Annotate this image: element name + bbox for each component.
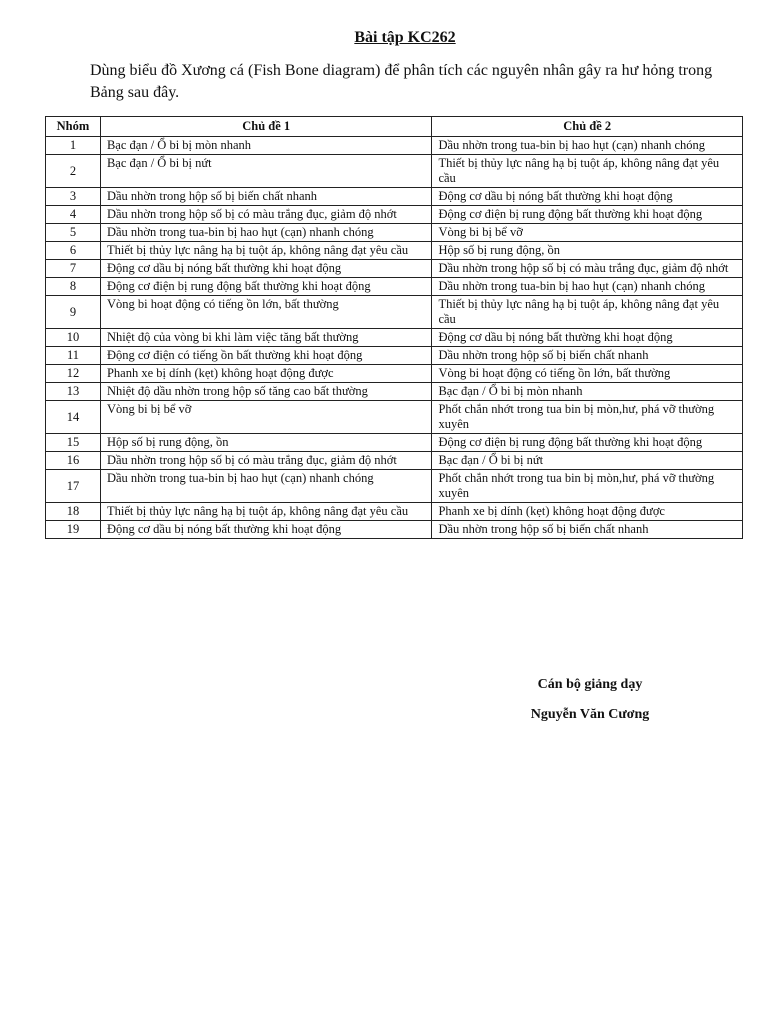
table-body <box>46 137 743 539</box>
table-row <box>46 278 743 296</box>
group-number-cell: 14 <box>46 401 101 434</box>
table-row <box>46 296 743 329</box>
table-row <box>46 242 743 260</box>
topic-2-cell: Dầu nhờn trong tua-bin bị hao hụt (cạn) nhanh chóng <box>432 278 743 296</box>
table-row <box>46 329 743 347</box>
topic-1-cell: Động cơ điện bị rung động bất thường khi hoạt động <box>100 278 431 296</box>
table-row <box>46 155 743 188</box>
topic-1-cell: Thiết bị thủy lực nâng hạ bị tuột áp, không nâng đạt yêu cầu <box>100 503 431 521</box>
topic-2-cell: Động cơ điện bị rung động bất thường khi hoạt động <box>432 434 743 452</box>
group-number-cell: 6 <box>46 242 101 260</box>
header-topic-1: Chủ đề 1 <box>100 117 431 137</box>
topic-2-cell: Vòng bi hoạt động có tiếng ồn lớn, bất thường <box>432 365 743 383</box>
topic-1-cell: Động cơ dầu bị nóng bất thường khi hoạt động <box>100 521 431 539</box>
topic-1-cell: Vòng bi bị bể vỡ <box>100 401 431 434</box>
topic-2-cell: Thiết bị thủy lực nâng hạ bị tuột áp, không nâng đạt yêu cầu <box>432 296 743 329</box>
topic-1-cell: Động cơ dầu bị nóng bất thường khi hoạt động <box>100 260 431 278</box>
group-number-cell: 7 <box>46 260 101 278</box>
table-row <box>46 503 743 521</box>
topic-1-cell: Dầu nhờn trong tua-bin bị hao hụt (cạn) nhanh chóng <box>100 224 431 242</box>
topic-1-cell: Nhiệt độ của vòng bi khi làm việc tăng bất thường <box>100 329 431 347</box>
topic-2-cell: Vòng bi bị bể vỡ <box>432 224 743 242</box>
group-number-cell: 12 <box>46 365 101 383</box>
group-number-cell: 4 <box>46 206 101 224</box>
topic-2-cell: Phốt chắn nhớt trong tua bin bị mòn,hư, phá vỡ thường xuyên <box>432 401 743 434</box>
signature-role: Cán bộ giảng dạy <box>537 677 643 692</box>
topic-1-cell: Dầu nhờn trong tua-bin bị hao hụt (cạn) nhanh chóng <box>100 470 431 503</box>
table-row <box>46 401 743 434</box>
topic-2-cell: Dầu nhờn trong hộp số bị biến chất nhanh <box>432 347 743 365</box>
topic-1-cell: Bạc đạn / Ổ bi bị nứt <box>100 155 431 188</box>
table-row <box>46 383 743 401</box>
table-row <box>46 137 743 155</box>
topic-1-cell: Dầu nhờn trong hộp số bị biến chất nhanh <box>100 188 431 206</box>
table-row <box>46 224 743 242</box>
table-row <box>46 521 743 539</box>
topic-2-cell: Dầu nhờn trong hộp số bị biến chất nhanh <box>432 521 743 539</box>
group-number-cell: 5 <box>46 224 101 242</box>
topic-1-cell: Nhiệt độ dầu nhờn trong hộp số tăng cao bất thường <box>100 383 431 401</box>
topic-1-cell: Thiết bị thủy lực nâng hạ bị tuột áp, không nâng đạt yêu cầu <box>100 242 431 260</box>
topic-2-cell: Phốt chắn nhớt trong tua bin bị mòn,hư, phá vỡ thường xuyên <box>432 470 743 503</box>
topic-2-cell: Phanh xe bị dính (kẹt) không hoạt động được <box>432 503 743 521</box>
topic-2-cell: Hộp số bị rung động, ồn <box>432 242 743 260</box>
topic-1-cell: Dầu nhờn trong hộp số bị có màu trắng đục, giảm độ nhớt <box>100 452 431 470</box>
topic-2-cell: Bạc đạn / Ổ bi bị nứt <box>432 452 743 470</box>
group-number-cell: 8 <box>46 278 101 296</box>
table-header-row <box>46 117 743 137</box>
table-row <box>46 347 743 365</box>
topics-table <box>45 116 743 539</box>
topic-2-cell: Động cơ dầu bị nóng bất thường khi hoạt động <box>432 188 743 206</box>
table-row <box>46 260 743 278</box>
group-number-cell: 11 <box>46 347 101 365</box>
topic-2-cell: Thiết bị thủy lực nâng hạ bị tuột áp, không nâng đạt yêu cầu <box>432 155 743 188</box>
group-number-cell: 2 <box>46 155 101 188</box>
topic-2-cell: Động cơ dầu bị nóng bất thường khi hoạt động <box>432 329 743 347</box>
topic-2-cell: Dầu nhờn trong tua-bin bị hao hụt (cạn) nhanh chóng <box>432 137 743 155</box>
topic-1-cell: Phanh xe bị dính (kẹt) không hoạt động được <box>100 365 431 383</box>
header-topic-2: Chủ đề 2 <box>432 117 743 137</box>
table-row <box>46 470 743 503</box>
intro-paragraph: Dùng biểu đồ Xương cá (Fish Bone diagram) để phân tích các nguyên nhân gây ra hư hỏng trong Bảng sau đây. <box>90 62 713 101</box>
topic-1-cell: Bạc đạn / Ổ bi bị mòn nhanh <box>100 137 431 155</box>
group-number-cell: 15 <box>46 434 101 452</box>
group-number-cell: 9 <box>46 296 101 329</box>
table-row <box>46 434 743 452</box>
topic-2-cell: Dầu nhờn trong hộp số bị có màu trắng đục, giảm độ nhớt <box>432 260 743 278</box>
table-row <box>46 365 743 383</box>
topic-2-cell: Bạc đạn / Ổ bi bị mòn nhanh <box>432 383 743 401</box>
group-number-cell: 1 <box>46 137 101 155</box>
group-number-cell: 13 <box>46 383 101 401</box>
document-title: Bài tập KC262 <box>354 29 456 46</box>
group-number-cell: 16 <box>46 452 101 470</box>
topic-1-cell: Dầu nhờn trong hộp số bị có màu trắng đục, giảm độ nhớt <box>100 206 431 224</box>
group-number-cell: 19 <box>46 521 101 539</box>
table-row <box>46 452 743 470</box>
table-row <box>46 188 743 206</box>
topic-1-cell: Vòng bi hoạt động có tiếng ồn lớn, bất thường <box>100 296 431 329</box>
header-group: Nhóm <box>46 117 101 137</box>
topic-1-cell: Hộp số bị rung động, ồn <box>100 434 431 452</box>
topic-2-cell: Động cơ điện bị rung động bất thường khi hoạt động <box>432 206 743 224</box>
group-number-cell: 3 <box>46 188 101 206</box>
group-number-cell: 10 <box>46 329 101 347</box>
group-number-cell: 18 <box>46 503 101 521</box>
signature-name: Nguyễn Văn Cương <box>530 707 650 722</box>
group-number-cell: 17 <box>46 470 101 503</box>
table-row <box>46 206 743 224</box>
topic-1-cell: Động cơ điện có tiếng ồn bất thường khi hoạt động <box>100 347 431 365</box>
